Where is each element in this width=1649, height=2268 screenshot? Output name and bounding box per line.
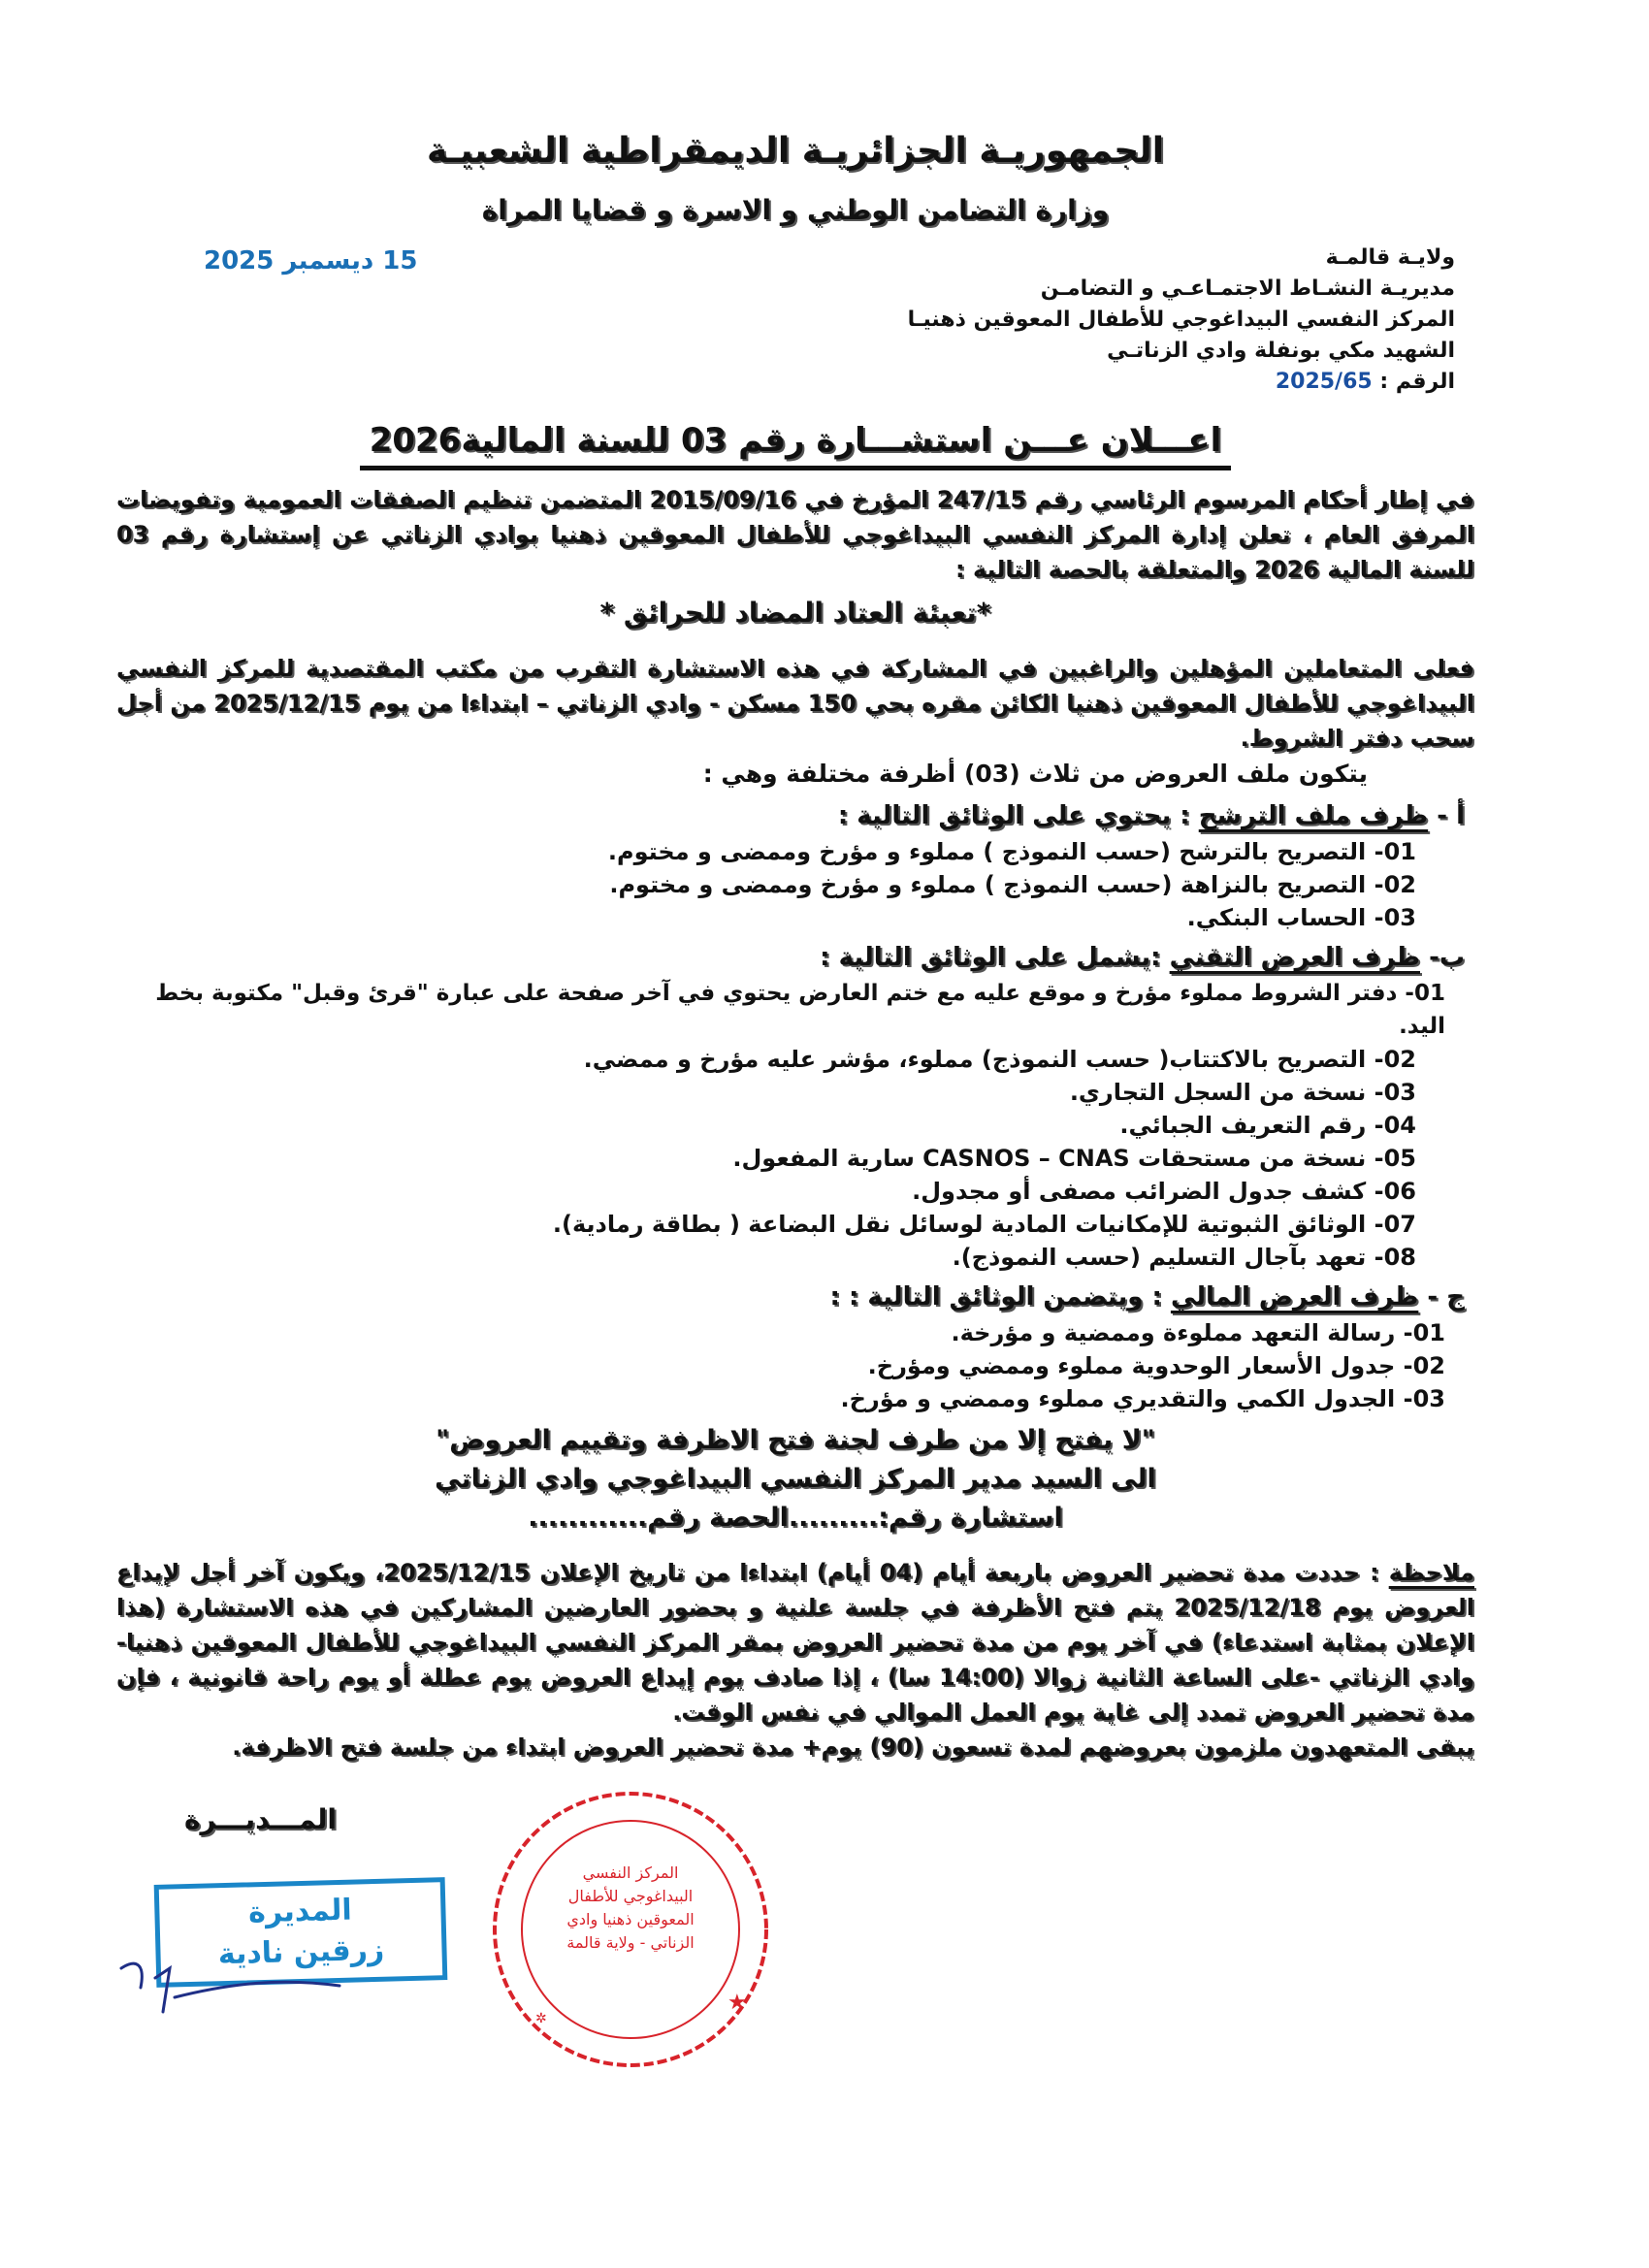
directorate-label: مديريـة النشـاط الاجتمـاعـي و التضامـن: [1040, 276, 1455, 301]
name-stamp-title: المديرة: [247, 1893, 353, 1930]
section-b-subtitle: :يشمل على الوثائق التالية :: [820, 943, 1161, 972]
intro-paragraph: في إطار أحكام المرسوم الرئاسي رقم 247/15 المؤرخ في 2015/09/16 المتضمن تنظيم الصفقات العمومية وتفويضات المرفق العام ، تعلن إدارة المركز النفسي البيداغوجي للأطفال المعوقين ذهنيا بوادي الزناتي عن إستشارة رقم 03 للسنة المالية 2026 والمتعلقة بالحصة التالية :: [116, 486, 1475, 583]
announcement-title: اعـــلان عـــن استشـــارة رقم 03 للسنة المالية2026: [360, 417, 1232, 470]
section-b-item-1: 01- دفتر الشروط مملوء مؤرخ و موقع عليه مع ختم العارض يحتوي في آخر صفحة على عبارة "قرئ وقبل" مكتوبة بخط اليد.: [155, 981, 1445, 1039]
section-a-subtitle: : يحتوي على الوثائق التالية :: [837, 801, 1190, 830]
section-a-title: ظرف ملف الترشح: [1198, 801, 1429, 830]
reference-value: 2025/65: [1275, 370, 1373, 394]
envelope-label-line-2: الى السيد مدير المركز النفسي البيداغوجي وادي الزناتي: [435, 1464, 1156, 1494]
signatory-role: المـــديـــرة: [184, 1803, 337, 1835]
name-stamp: [154, 1877, 448, 1988]
section-b-item-4: 04- رقم التعريف الجبائي.: [1119, 1112, 1416, 1139]
seal-star-icon: ★: [728, 1991, 747, 2015]
section-b-item-8: 08- تعهد بآجال التسليم (حسب النموذج).: [952, 1244, 1416, 1271]
envelope-label: [116, 1421, 1474, 1538]
section-c-subtitle: : ويتضمن الوثائق التالية : :: [829, 1282, 1162, 1312]
note-paragraph: [116, 1555, 1474, 1730]
envelopes-intro: يتكون ملف العروض من ثلاث (03) أظرفة مختلفة وهي :: [702, 760, 1368, 788]
validity-paragraph: يبقى المتعهدون ملزمون بعروضهم لمدة تسعون (90) يوم+ مدة تحضير العروض ابتداء من جلسة فتح الاظرفة.: [232, 1733, 1474, 1761]
announcement-title-wrap: [116, 417, 1474, 470]
reference-number: [116, 367, 1455, 398]
received-date-stamp: 15 ديسمبر 2025: [204, 246, 418, 275]
wilaya-label: ولايـة قالمـة: [1325, 245, 1455, 270]
section-c-title: ظرف العرض المالي: [1170, 1282, 1419, 1312]
section-a-letter: أ -: [1437, 801, 1465, 830]
ministry-heading: وزارة التضامن الوطني و الاسرة و قضايا المراة: [481, 194, 1110, 226]
section-b-item-3: 03- نسخة من السجل التجاري.: [1069, 1079, 1416, 1106]
section-b-item-5: 05- نسخة من مستحقات CASNOS – CNAS سارية المفعول.: [732, 1145, 1416, 1172]
section-b-item-6: 06- كشف جدول الضرائب مصفى أو مجدول.: [912, 1178, 1416, 1205]
section-a-item-3: 03- الحساب البنكي.: [1186, 904, 1416, 931]
section-c-item-1: 01- رسالة التعهد مملوءة وممضية و مؤرخة.: [951, 1319, 1445, 1346]
center-name-label: الشهيد مكي بونفلة وادي الزناتـي: [1107, 339, 1455, 363]
note-text: : حددت مدة تحضير العروض باربعة أيام (04 أيام) ابتداءا من تاريخ الإعلان 2025/12/15، ويكون آخر أجل لإيداع العروض يوم 2025/12/18 يتم فتح الأظرفة في جلسة علنية و بحضور العارضين المشاركين في هذه الاستشارة (هذا الإعلان بمثابة استدعاء) في آخر يوم من مدة تحضير العروض بمقر المركز النفسي البيداغوجي للأطفال المعوقين ذهنيا- وادي الزناتي -على الساعة الثانية زوالا (14:00 سا) ، إذا صادف يوم إيداع العروض يوم عطلة أو يوم راحة قانونية ، فإن مدة تحضير العروض تمدد إلى غاية يوم العمل الموالي في نفس الوقت.: [116, 1559, 1474, 1726]
header-block: [116, 243, 1474, 409]
note-label: ملاحظة: [1388, 1559, 1475, 1586]
invitation-paragraph: فعلى المتعاملين المؤهلين والراغبين في المشاركة في هذه الاستشارة التقرب من مكتب المقتصدية للمركز النفسي البيداغوجي للأطفال المعوقين ذهنيا الكائن مقره بحي 150 مسكن - وادي الزناتي – ابتداءا من يوم 2025/12/15 من أجل سحب دفتر الشروط.: [116, 655, 1474, 752]
section-a-item-2: 02- التصريح بالنزاهة (حسب النموذج ) مملوء و مؤرخ وممضى و مختوم.: [609, 871, 1416, 898]
seal-text: المركز النفسي البيداغوجي للأطفال المعوقين ذهنيا وادي الزناتي - ولاية قالمة: [566, 1863, 695, 1952]
lot-title: *تعبئة العتاد المضاد للحرائق *: [599, 597, 991, 629]
section-a-heading: [116, 796, 1465, 835]
reference-label: الرقم :: [1379, 370, 1455, 394]
section-b-item-2: 02- التصريح بالاكتتاب( حسب النموذج) مملوء، مؤشر عليه مؤرخ و ممضي.: [583, 1046, 1416, 1073]
republic-heading: الجمهوريـة الجزائريـة الديمقراطية الشعبيـة: [426, 131, 1165, 171]
envelope-label-line-1: "لا يفتح إلا من طرف لجنة فتح الاظرفة وتقييم العروض": [436, 1425, 1155, 1455]
section-b-item-7: 07- الوثائق الثبوتية للإمكانيات المادية لوسائل نقل البضاعة ( بطاقة رمادية).: [552, 1211, 1416, 1238]
document-body: [116, 126, 1474, 2094]
section-c-item-3: 03- الجدول الكمي والتقديري مملوء وممضي و مؤرخ.: [840, 1385, 1445, 1412]
seal-star-icon: ✲: [535, 2011, 547, 2026]
section-c-letter: ج -: [1427, 1282, 1465, 1312]
signature-area: [116, 1774, 1474, 2094]
section-b-heading: [116, 938, 1465, 977]
center-label: المركز النفسي البيداغوجي للأطفال المعوقين ذهنيـا: [907, 308, 1455, 332]
envelope-label-line-3: استشارة رقم:.........الحصة رقم............: [528, 1503, 1063, 1533]
name-stamp-name: زرقين نادية: [217, 1932, 385, 1972]
section-c-heading: [116, 1278, 1465, 1316]
section-b-letter: ب-: [1429, 943, 1465, 972]
section-a-item-1: 01- التصريح بالترشح (حسب النموذج ) مملوء و مؤرخ وممضى و مختوم.: [607, 838, 1416, 865]
section-b-title: ظرف العرض التقني: [1169, 943, 1421, 972]
section-c-item-2: 02- جدول الأسعار الوحدوية مملوء وممضي ومؤرخ.: [867, 1352, 1445, 1379]
